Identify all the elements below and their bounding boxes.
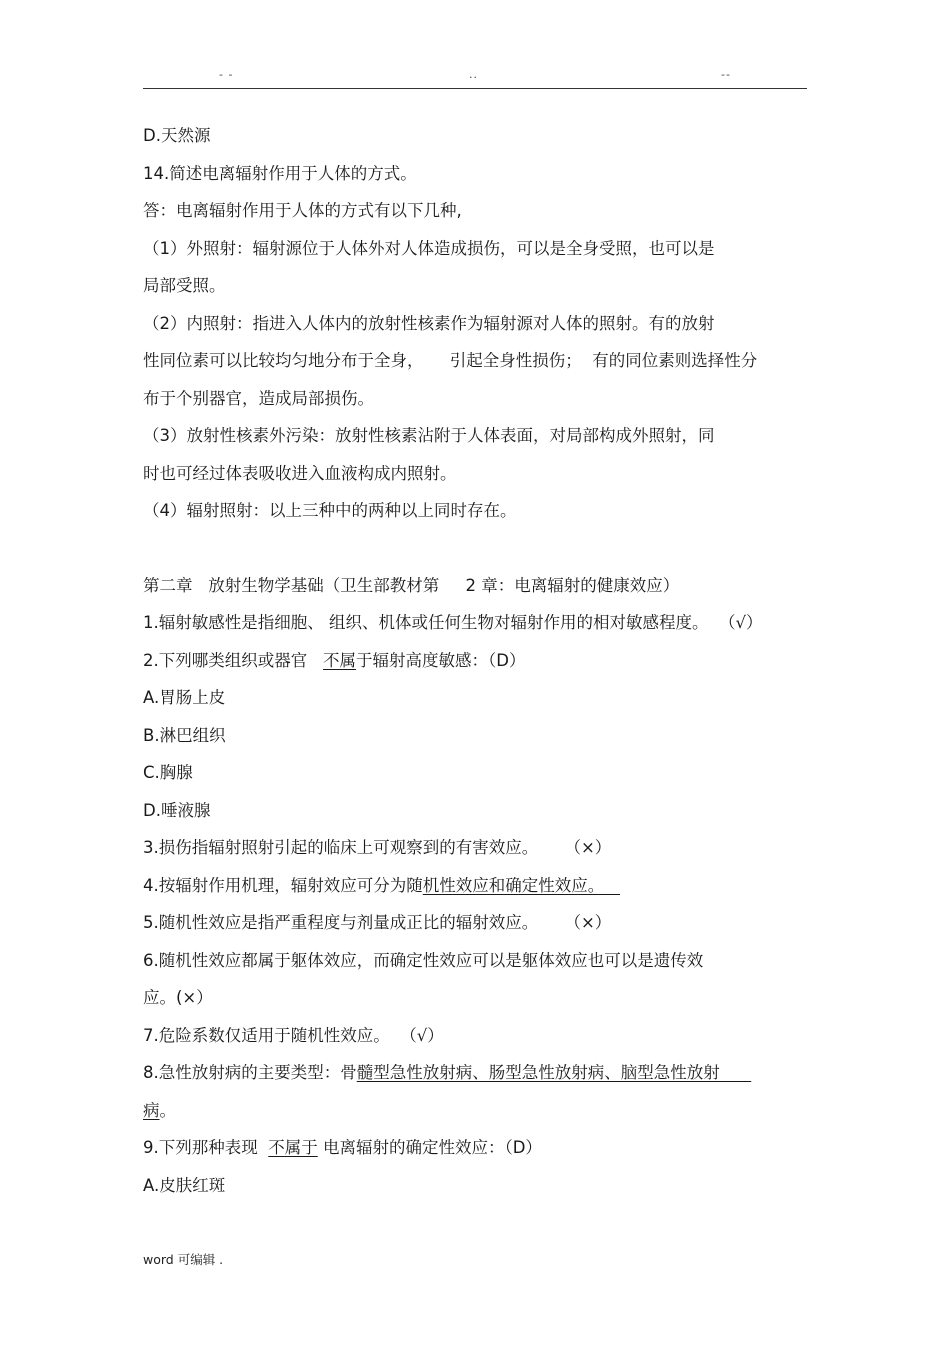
text-line (143, 1097, 823, 1135)
question-heading: 14.简述电离辐射作用于人体的方式。 (143, 163, 417, 183)
text-line (143, 872, 823, 910)
header-left-mark: - - (219, 68, 234, 81)
text-line: 7.危险系数仅适用于随机性效应。 （√） (143, 1025, 444, 1045)
option-line: A.皮肤红斑 (143, 1175, 226, 1195)
text-segment: 9.下列那种表现 (143, 1138, 269, 1157)
text-line: （2）内照射：指进入人体内的放射性核素作为辐射源对人体的照射。有的放射 (143, 313, 715, 333)
text-line: 布于个别器官，造成局部损伤。 (143, 388, 374, 408)
underlined-text: 不属 (322, 650, 356, 670)
text-line (143, 1059, 823, 1097)
text-segment: 2.下列哪类组织或器官 (143, 650, 323, 670)
underlined-text: 机性效应和确定性效应。 (422, 875, 620, 895)
underlined-text: 髓型急性放射病、肠型急性放射病、脑型急性放射 (356, 1063, 752, 1082)
text-line: 应。(×） (143, 988, 213, 1007)
text-segment: 。 (159, 1100, 176, 1120)
text-line: D.天然源 (143, 126, 211, 145)
text-segment: 8.急性放射病的主要类型：骨 (143, 1063, 357, 1082)
text-segment: 4.按辐射作用机理，辐射效应可分为随 (143, 875, 423, 895)
text-line: 性同位素可以比较均匀地分布于全身， 引起全身性损伤； 有的同位素则选择性分 (143, 351, 758, 370)
answer-intro: 答：电离辐射作用于人体的方式有以下几种, (143, 201, 462, 220)
text-segment: 于辐射高度敏感：（D） (355, 650, 526, 670)
page-footer: word 可编辑 . (143, 1252, 224, 1267)
text-line: 5.随机性效应是指严重程度与剂量成正比的辐射效应。 （×） (143, 913, 612, 932)
paragraph-gap (143, 535, 823, 572)
text-line: 3.损伤指辐射照射引起的临床上可观察到的有害效应。 （×） (143, 838, 612, 857)
option-line: D.唾液腺 (143, 800, 211, 820)
text-line: 6.随机性效应都属于躯体效应，而确定性效应可以是躯体效应也可以是遗传效 (143, 950, 704, 970)
header-center-mark: .. (469, 68, 478, 81)
underlined-text: 不属于 (268, 1138, 318, 1157)
text-line (143, 647, 823, 685)
option-line: A.胃肠上皮 (143, 688, 226, 707)
page-header (143, 66, 807, 89)
option-line: C.胸腺 (143, 763, 193, 782)
underlined-text: 病 (143, 1100, 160, 1120)
option-line: B.淋巴组织 (143, 725, 226, 745)
text-line: 1.辐射敏感性是指细胞、 组织、机体或任何生物对辐射作用的相对敏感程度。 （√） (143, 613, 763, 632)
text-line: （3）放射性核素外污染：放射性核素沾附于人体表面，对局部构成外照射，同 (143, 426, 715, 445)
text-line (143, 1134, 823, 1172)
header-right-mark: -- (721, 68, 731, 81)
text-segment: 电离辐射的确定性效应：（D） (317, 1138, 542, 1157)
text-line: （4）辐射照射：以上三种中的两种以上同时存在。 (143, 501, 517, 520)
text-line: 局部受照。 (143, 276, 226, 295)
text-line: 时也可经过体表吸收进入血液构成内照射。 (143, 463, 457, 483)
chapter-heading: 第二章 放射生物学基础（卫生部教材第 2 章：电离辐射的健康效应） (143, 575, 680, 595)
document-body (143, 122, 823, 1209)
text-line: （1）外照射：辐射源位于人体外对人体造成损伤，可以是全身受照，也可以是 (143, 238, 715, 258)
